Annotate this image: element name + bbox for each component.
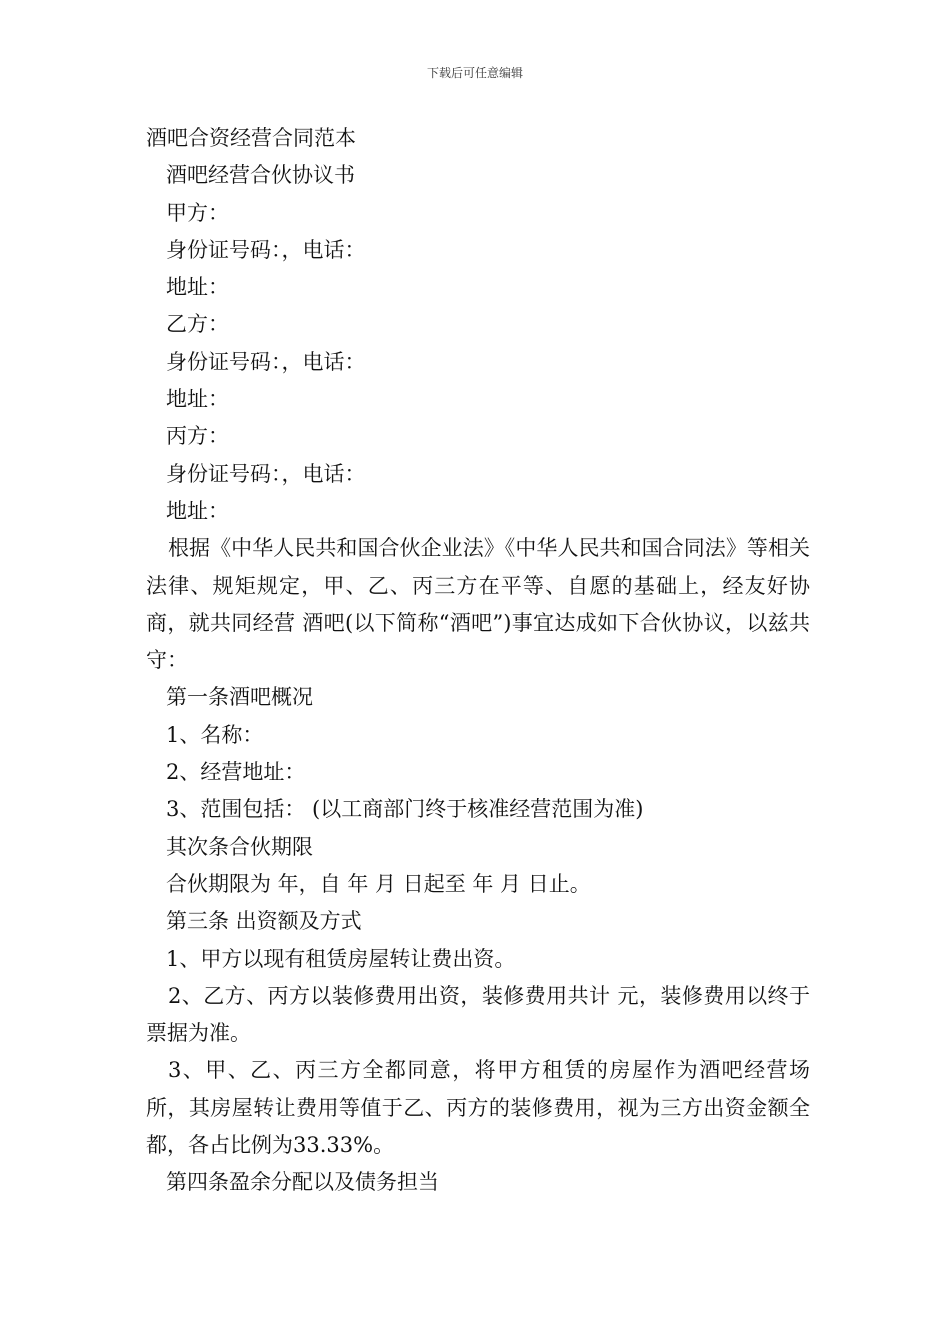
article1-heading: 第一条酒吧概况 — [166, 685, 313, 710]
article3-item3: 3、甲、乙、丙三方全都同意，将甲方租赁的房屋作为酒吧经营场所，其房屋转让费用等值于乙、丙方的装修费用，视为三方出资金额全都，各占比例为33.33%。 — [146, 1058, 810, 1158]
party-a-label: 甲方： — [166, 200, 229, 225]
page-header-note: 下载后可任意编辑 — [426, 66, 523, 80]
article2-heading: 其次条合伙期限 — [166, 834, 313, 859]
document-body — [146, 120, 810, 1202]
article3-heading: 第三条 出资额及方式 — [166, 909, 362, 934]
party-a-address: 地址： — [166, 275, 229, 300]
article1-item-name: 1、名称： — [166, 722, 264, 747]
article4-heading: 第四条盈余分配以及债务担当 — [166, 1170, 439, 1195]
article3-item2: 2、乙方、丙方以装修费用出资，装修费用共计 元，装修费用以终于票据为准。 — [146, 983, 810, 1046]
party-b-address: 地址： — [166, 387, 229, 412]
party-b-label: 乙方： — [166, 312, 229, 337]
party-c-id-phone: 身份证号码：，电话： — [166, 461, 366, 486]
party-b-id-phone: 身份证号码：，电话： — [166, 349, 366, 374]
article1-item-address: 2、经营地址： — [166, 760, 306, 785]
article2-text: 合伙期限为 年，自 年 月 日起至 年 月 日止。 — [166, 871, 591, 896]
party-c-address: 地址： — [166, 498, 229, 523]
document-title: 酒吧合资经营合同范本 — [146, 126, 356, 150]
party-c-label: 丙方： — [166, 424, 229, 449]
preamble-paragraph: 根据《中华人民共和国合伙企业法》《中华人民共和国合同法》等相关法律、规矩规定，甲、乙、丙三方在平等、自愿的基础上，经友好协商，就共同经营 酒吧(以下简称“酒吧”)事宜达成如下合伙协议，以兹共守： — [146, 536, 810, 673]
document-subtitle: 酒吧经营合伙协议书 — [166, 163, 355, 188]
article1-item-scope: 3、范围包括： (以工商部门终于核准经营范围为准) — [166, 797, 644, 822]
party-a-id-phone: 身份证号码：，电话： — [166, 237, 366, 262]
article3-item1: 1、甲方以现有租赁房屋转让费出资。 — [166, 946, 516, 971]
